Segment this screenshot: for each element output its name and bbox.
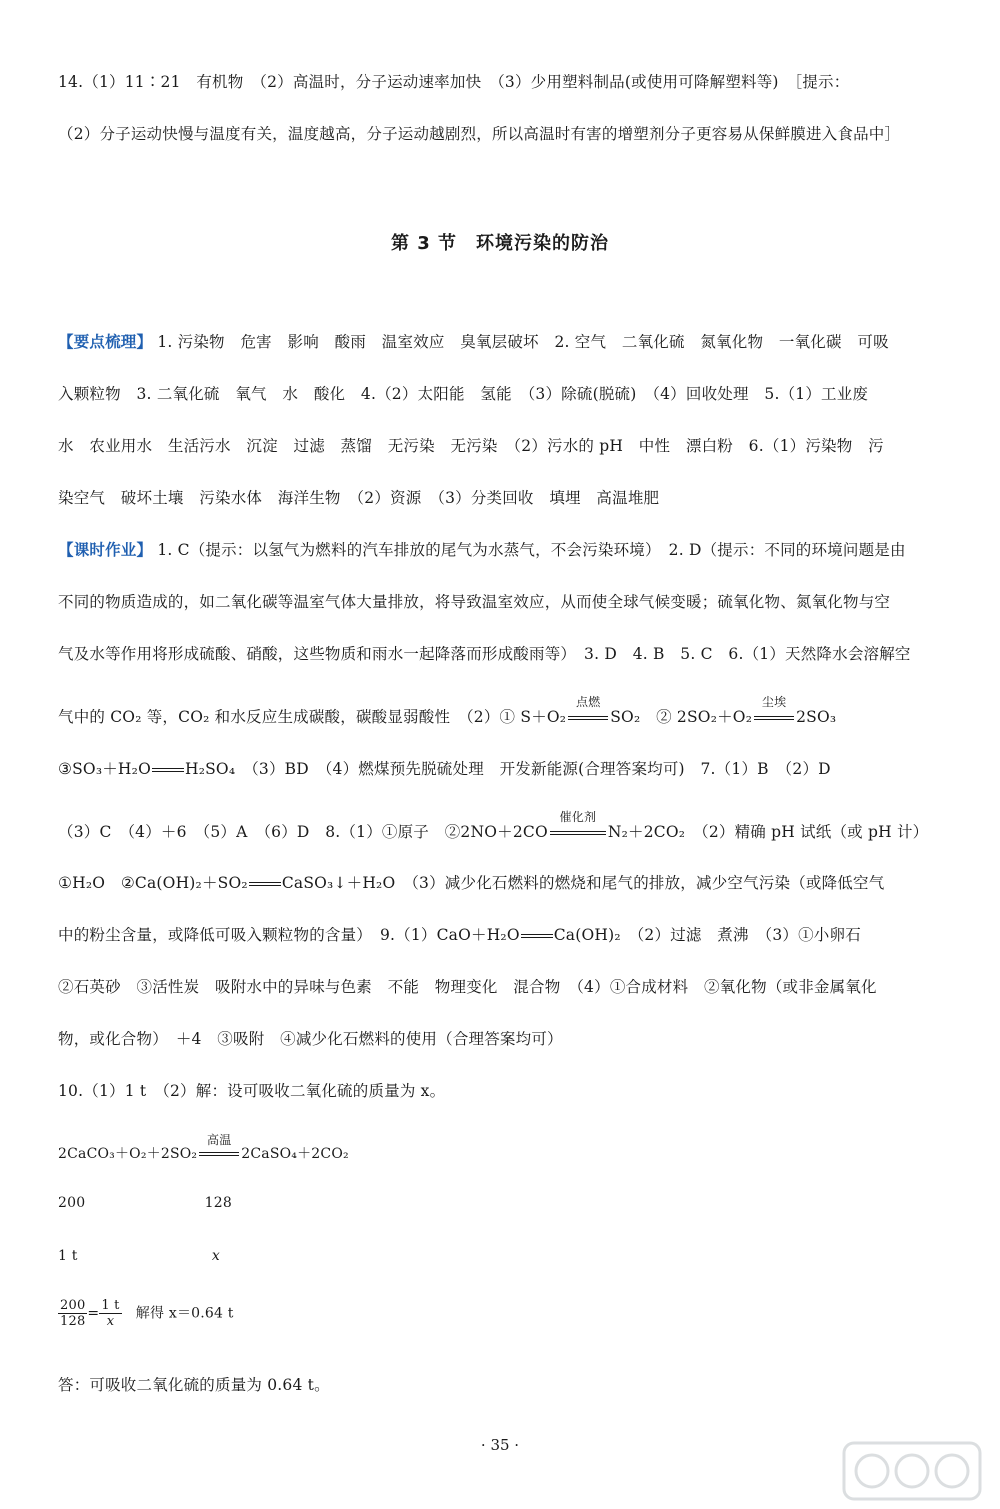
homework-text-8b: Ca(OH)₂ （2）过滤 煮沸 （3）①小卵石 xyxy=(553,926,861,944)
answer-conclusion: 答：可吸收二氧化硫的质量为 0.64 t。 xyxy=(58,1376,330,1394)
homework-text-4a: 气中的 CO₂ 等，CO₂ 和水反应生成碳酸，碳酸显弱酸性 （2）① S＋O₂ xyxy=(58,708,567,726)
given-mass: 1 t xyxy=(58,1248,78,1264)
solve-result: 解得 x＝0.64 t xyxy=(121,1305,234,1322)
homework-line-5 xyxy=(58,757,831,779)
homework-line-9: ②石英砂 ③活性炭 吸附水中的异味与色素 不能 物理变化 混合物 （4）①合成材料 ②氧化物（或非金属氧化 xyxy=(58,978,877,996)
page-number: · 35 · xyxy=(480,1436,520,1454)
answer-line-14a: 14.（1）11∶21 有机物 （2）高温时，分子运动速率加快 （3）少用塑料制品(或使用可降解塑料等) ［提示： xyxy=(58,73,850,91)
key-points-text-1: 1. 污染物 危害 影响 酸雨 温室效应 臭氧层破坏 2. 空气 二氧化硫 氮氧化物 一氧化碳 可吸 xyxy=(152,333,889,351)
mass-ratio-line xyxy=(58,1195,232,1211)
key-points-tag: 【要点梳理】 xyxy=(58,333,153,351)
homework-text-4c: 2SO₃ xyxy=(796,708,837,726)
key-points-line-4: 染空气 破坏土壤 污染水体 海洋生物 （2）资源 （3）分类回收 填埋 高温堆肥 xyxy=(58,489,660,507)
given-mass-line xyxy=(58,1248,220,1264)
reaction-arrow-ignite xyxy=(568,695,608,726)
key-points-line-3: 水 农业用水 生活污水 沉淀 过滤 蒸馏 无污染 无污染 （2）污水的 pH 中性 漂白粉 6.（1）污染物 污 xyxy=(58,437,884,455)
fraction-200-128: $\frac{200}{128}$ xyxy=(60,1298,86,1329)
fraction-1t-x: $\frac{1 t}{x}$ xyxy=(101,1298,120,1329)
homework-line-4 xyxy=(58,695,837,727)
homework-text-6a: （3）C （4）＋6 （5）A （6）D 8.（1）①原子 ②2NO＋2CO xyxy=(58,823,548,841)
equation-line xyxy=(58,1133,349,1163)
watermark-logo-icon xyxy=(842,1441,982,1501)
homework-line-11: 10.（1）1 t （2）解：设可吸收二氧化硫的质量为 x。 xyxy=(58,1082,446,1100)
reaction-arrow-catalyst xyxy=(550,810,606,841)
proportion-line: $\frac{200}{128}$ = $\frac{1 t}{x}$ 解得 x＝0.64 t xyxy=(60,1298,234,1329)
homework-text-5a: ③SO₃＋H₂O xyxy=(58,760,151,778)
homework-line-2: 不同的物质造成的，如二氧化碳等温室气体大量排放，将导致温室效应，从而使全球气候变暖；硫氧化物、氮氧化物与空 xyxy=(58,593,891,611)
unknown-x: x xyxy=(211,1248,221,1264)
homework-text-6b: N₂＋2CO₂ （2）精确 pH 试纸（或 pH 计） xyxy=(607,823,929,841)
key-points-line-2: 入颗粒物 3. 二氧化硫 氧气 水 酸化 4.（2）太阳能 氢能 （3）除硫(脱硫) （4）回收处理 5.（1）工业废 xyxy=(58,385,869,403)
reaction-equals xyxy=(152,768,184,772)
homework-line-3: 气及水等作用将形成硫酸、硝酸，这些物质和雨水一起降落而形成酸雨等） 3. D 4. B 5. C 6.（1）天然降水会溶解空 xyxy=(58,645,911,663)
reaction-equals xyxy=(521,934,553,938)
answer-line-14b: （2）分子运动快慢与温度有关，温度越高，分子运动越剧烈，所以高温时有害的增塑剂分子更容易从保鲜膜进入食品中］ xyxy=(58,125,901,143)
homework-text-4b: SO₂ ② 2SO₂＋O₂ xyxy=(610,708,753,726)
homework-line-1 xyxy=(58,538,906,560)
mass-so2: 128 xyxy=(204,1195,232,1211)
equation-right: 2CaSO₄＋2CO₂ xyxy=(241,1146,349,1162)
homework-text-7b: CaSO₃↓＋H₂O （3）减少化石燃料的燃烧和尾气的排放，减少空气污染（或降低空气 xyxy=(281,874,885,892)
homework-line-8 xyxy=(58,923,861,945)
condition-high-temp: 高温 xyxy=(207,1133,232,1147)
key-points-line-1 xyxy=(58,330,889,352)
condition-ignite: 点燃 xyxy=(576,695,601,709)
equation-left: 2CaCO₃＋O₂＋2SO₂ xyxy=(58,1146,198,1162)
mass-caco3: 200 xyxy=(58,1195,86,1211)
reaction-arrow-high-temp xyxy=(199,1133,239,1162)
homework-text-7a: ①H₂O ②Ca(OH)₂＋SO₂ xyxy=(58,874,248,892)
condition-catalyst: 催化剂 xyxy=(559,810,597,824)
section-title: 第 3 节 环境污染的防治 xyxy=(390,233,610,254)
homework-text-5b: H₂SO₄ （3）BD （4）燃煤预先脱硫处理 开发新能源(合理答案均可) 7.（1）B （2）D xyxy=(184,760,831,778)
homework-line-10: 物，或化合物） ＋4 ③吸附 ④减少化石燃料的使用（合理答案均可） xyxy=(58,1030,563,1048)
homework-line-6 xyxy=(58,810,929,842)
homework-line-7 xyxy=(58,871,884,893)
reaction-arrow-dust xyxy=(754,695,794,726)
condition-dust: 尘埃 xyxy=(761,695,787,709)
reaction-equals xyxy=(249,882,281,886)
homework-text-8a: 中的粉尘含量，或降低可吸入颗粒物的含量） 9.（1）CaO＋H₂O xyxy=(58,926,520,944)
homework-text-1: 1. C（提示：以氢气为燃料的汽车排放的尾气为水蒸气，不会污染环境） 2. D（提示：不同的环境问题是由 xyxy=(152,541,906,559)
homework-tag: 【课时作业】 xyxy=(58,541,153,559)
